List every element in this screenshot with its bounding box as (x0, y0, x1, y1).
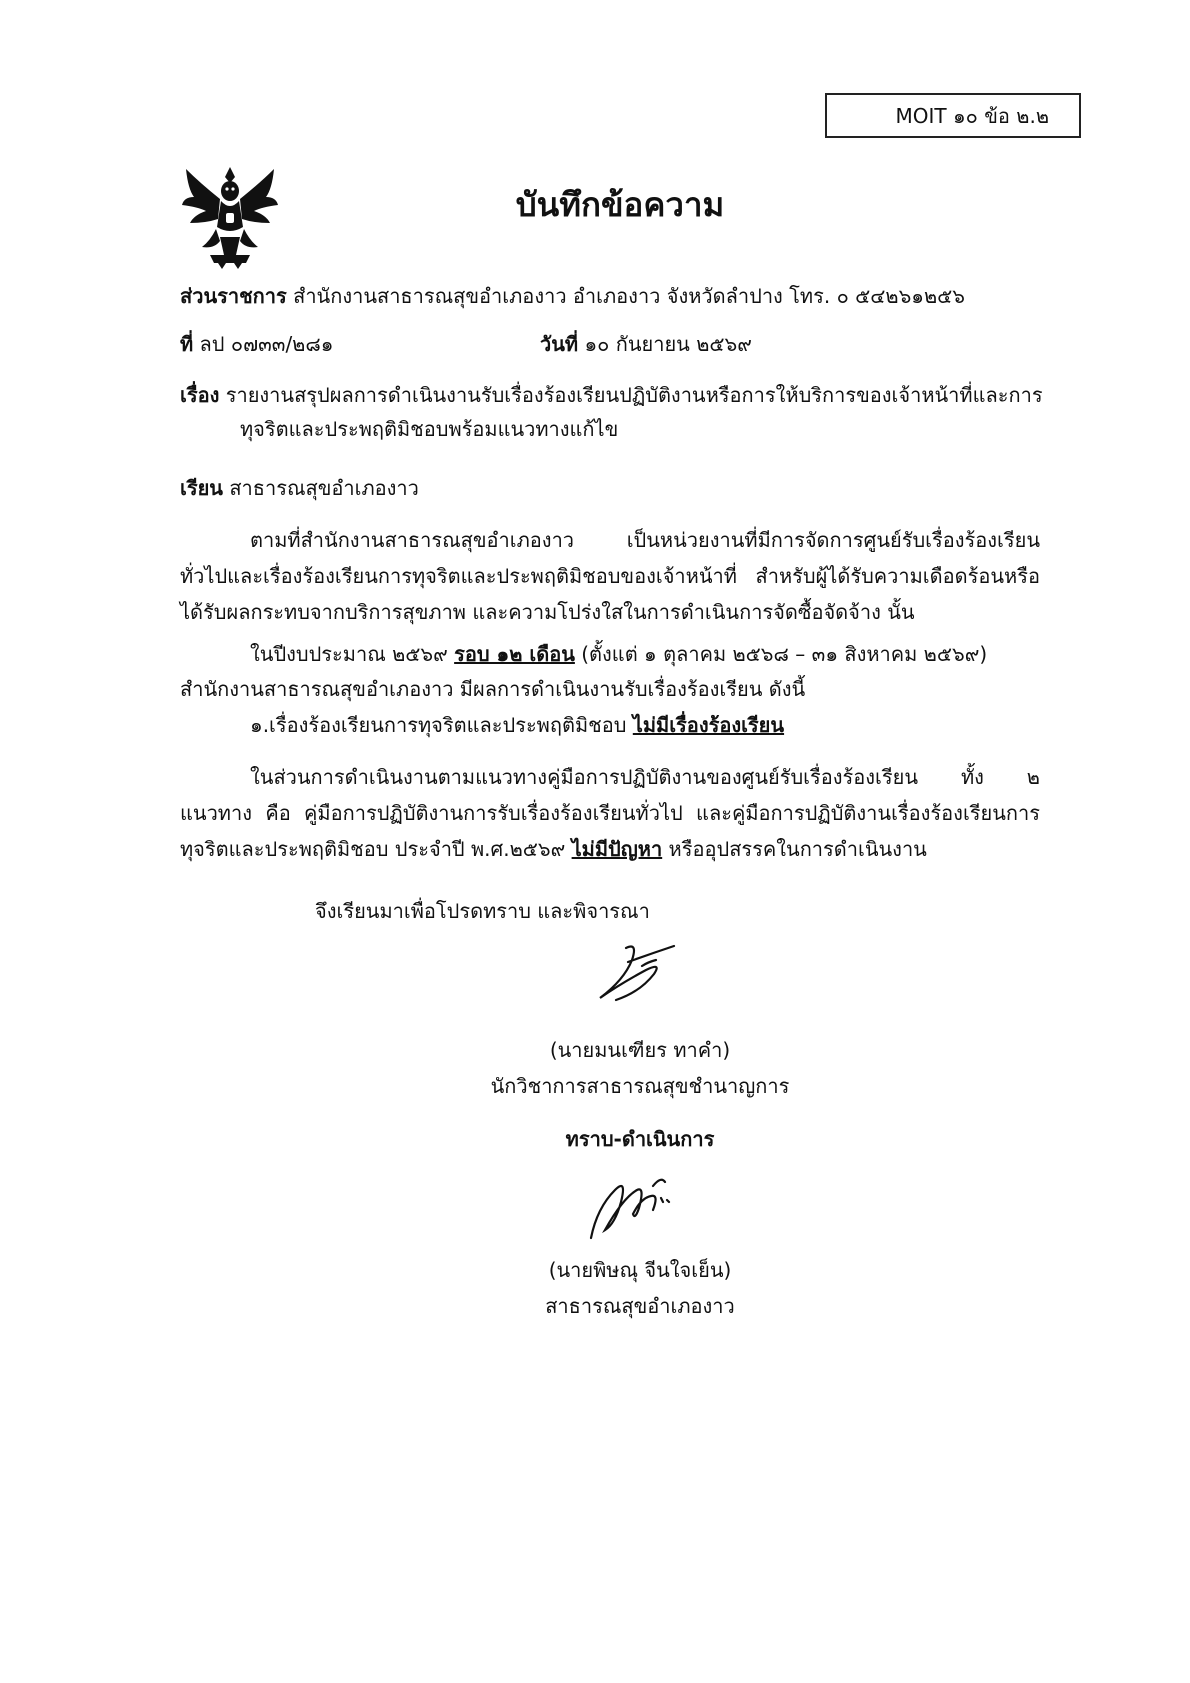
subject-label: เรื่อง (180, 383, 220, 407)
form-code: MOIT ๑๐ ข้อ ๒.๒ (895, 104, 1049, 128)
subject-line (180, 377, 1043, 413)
ref-label: ที่ (180, 332, 194, 356)
approver-name: (นายพิษณุ จีนใจเย็น) (548, 1258, 732, 1282)
item-1 (250, 707, 784, 743)
p3-text-a: ในส่วนการดำเนินงานตามแนวทางคู่มือการปฏิบัติงานของศูนย์รับเรื่องร้องเรียน ทั้ง ๒ แนวทาง คือ คู่มือการปฏิบัติงานการรับเรื่องร้องเรียนทั่วไป และคู่มือการปฏิบัติงานเรื่องร้องเรียนการทุจริตและประพฤติมิชอบ ประจำปี พ.ศ.๒๕๖๙ (180, 765, 1040, 861)
agency-label: ส่วนราชการ (180, 284, 287, 308)
agency-line (180, 278, 965, 314)
p2-round: รอบ ๑๒ เดือน (454, 642, 575, 666)
signer-1-name: (นายมนเฑียร ทาคำ) (549, 1038, 731, 1062)
approver-position: สาธารณสุขอำเภองาว (545, 1294, 735, 1318)
to-label: เรียน (180, 476, 223, 500)
garuda-emblem-icon (180, 163, 280, 271)
item-1-text: ๑.เรื่องร้องเรียนการทุจริตและประพฤติมิชอบ (250, 713, 633, 737)
p3-text-c: หรืออุปสรรคในการดำเนินงาน (662, 837, 927, 861)
signature-1-mark (590, 940, 690, 1010)
p2-text-c: (ตั้งแต่ ๑ ตุลาคม ๒๕๖๘ – ๓๑ สิงหาคม ๒๕๖๙) (574, 642, 988, 666)
reference-line (180, 326, 334, 362)
ref-value: ลป ๐๗๓๓/๒๘๑ (199, 332, 334, 356)
approval-text: ทราบ-ดำเนินการ (565, 1127, 715, 1151)
signature-2-mark (575, 1168, 685, 1248)
form-code-box (825, 93, 1081, 138)
item-1-result: ไม่มีเรื่องร้องเรียน (632, 713, 785, 737)
closing-line: จึงเรียนมาเพื่อโปรดทราบ และพิจารณา (315, 899, 650, 923)
to-line (180, 470, 419, 506)
to-value: สาธารณสุขอำเภองาว (229, 476, 419, 500)
subject-text-2: ทุจริตและประพฤติมิชอบพร้อมแนวทางแก้ไข (240, 417, 619, 441)
date-value: ๑๐ กันยายน ๒๕๖๙ (584, 332, 752, 356)
paragraph-1: ตามที่สำนักงานสาธารณสุขอำเภองาว เป็นหน่วยงานที่มีการจัดการศูนย์รับเรื่องร้องเรียนทั่วไปและเรื่องร้องเรียนการทุจริตและประพฤติมิชอบของเจ้าหน้าที่ สำหรับผู้ได้รับความเดือดร้อนหรือได้รับผลกระทบจากบริการสุขภาพ และความโปร่งใสในการดำเนินการจัดซื้อจัดจ้าง นั้น (180, 528, 1040, 624)
document-title: บันทึกข้อความ (515, 185, 725, 224)
date-label: วันที่ (540, 332, 579, 356)
paragraph-2-line-2: สำนักงานสาธารณสุขอำเภองาว มีผลการดำเนินงานรับเรื่องร้องเรียน ดังนี้ (180, 677, 806, 701)
date-line (540, 326, 752, 362)
signer-1-position: นักวิชาการสาธารณสุขชำนาญการ (490, 1074, 790, 1098)
paragraph-3 (180, 759, 1040, 867)
subject-text-1: รายงานสรุปผลการดำเนินงานรับเรื่องร้องเรียนปฏิบัติงานหรือการให้บริการของเจ้าหน้าที่และการ (225, 383, 1043, 407)
agency-value: สำนักงานสาธารณสุขอำเภองาว อำเภองาว จังหวัดลำปาง โทร. ๐ ๕๔๒๖๑๒๕๖ (293, 284, 965, 308)
p2-text-a: ในปีงบประมาณ ๒๕๖๙ (250, 642, 455, 666)
paragraph-2-line-1 (250, 636, 987, 672)
p3-no-problem: ไม่มีปัญหา (571, 837, 663, 861)
